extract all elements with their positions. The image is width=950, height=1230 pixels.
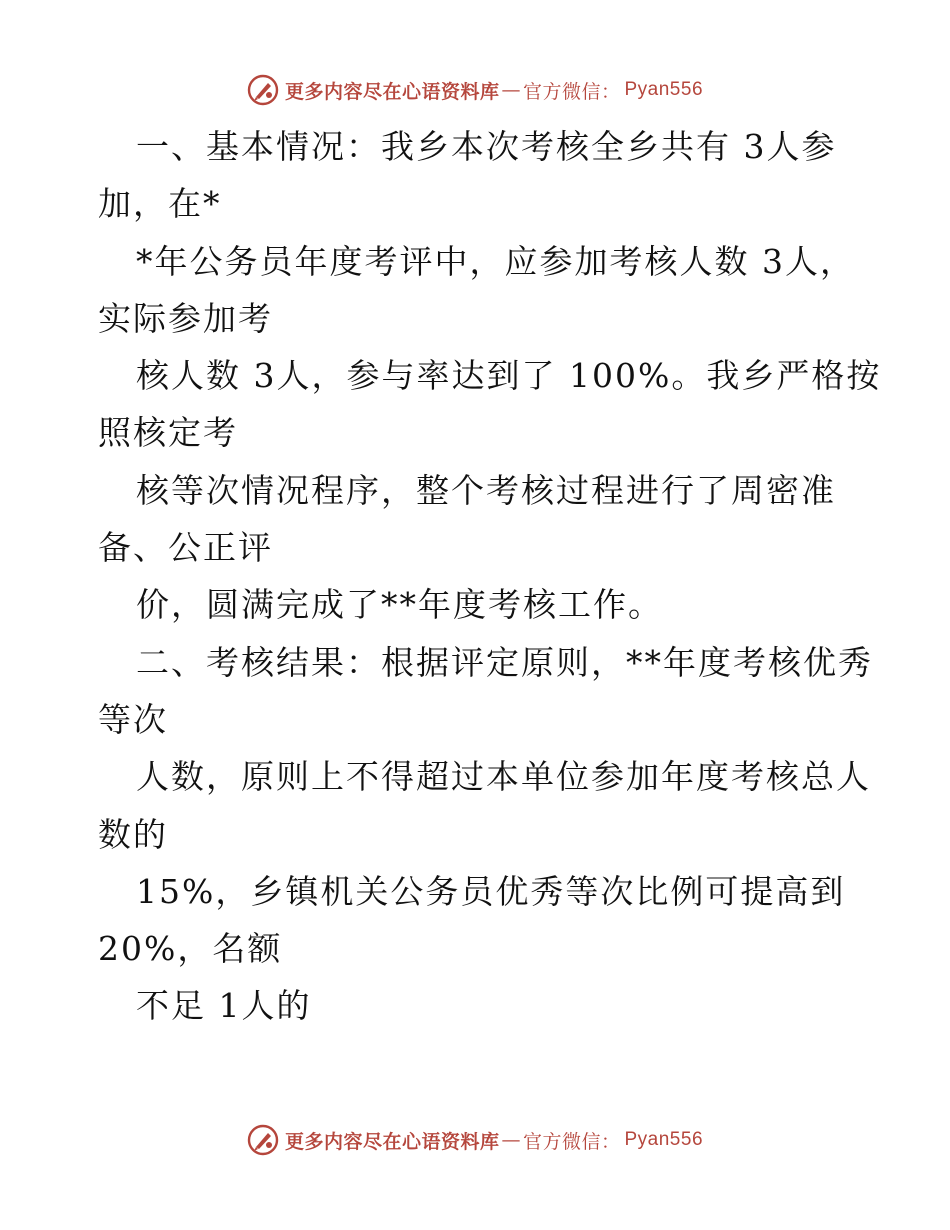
body-line: 二、考核结果：根据评定原则，**年度考核优秀 xyxy=(136,642,873,682)
body-line: 一、基本情况：我乡本次考核全乡共有 3人参 xyxy=(136,127,837,166)
body-line: 20%，名额 xyxy=(98,929,283,969)
header-banner xyxy=(0,70,950,110)
document-body xyxy=(98,118,882,1035)
body-line: 核等次情况程序，整个考核过程进行了周密准 xyxy=(136,470,836,510)
body-line: *年公务员年度考评中，应参加考核人数 3人， xyxy=(136,241,855,281)
body-line: 核人数 3人，参与率达到了 100%。我乡严格按 xyxy=(136,356,882,396)
banner-wechat-label: 官方微信： xyxy=(522,1130,621,1153)
body-line: 加，在* xyxy=(98,184,222,224)
quill-pen-seal-icon xyxy=(247,74,279,106)
banner-wechat-id: Pyan556 xyxy=(624,1129,704,1150)
banner-wechat-label: 官方微信： xyxy=(522,80,621,103)
banner-site-name: 更多内容尽在心语资料库 xyxy=(284,1130,500,1153)
body-line: 等次 xyxy=(98,699,168,739)
banner-wechat-id: Pyan556 xyxy=(624,79,704,100)
footer-banner xyxy=(0,1120,950,1160)
body-line: 价，圆满完成了**年度考核工作。 xyxy=(136,585,663,625)
body-line: 15%，乡镇机关公务员优秀等次比例可提高到 xyxy=(136,871,846,911)
body-line: 备、公正评 xyxy=(98,528,273,568)
quill-pen-seal-icon xyxy=(247,1124,279,1156)
body-line: 数的 xyxy=(98,814,168,854)
body-line: 实际参加考 xyxy=(98,298,273,338)
banner-separator: — xyxy=(501,79,521,101)
body-line: 人数，原则上不得超过本单位参加年度考核总人 xyxy=(136,757,871,797)
body-line: 不足 1人的 xyxy=(136,986,312,1026)
banner-separator: — xyxy=(501,1129,521,1151)
banner-site-name: 更多内容尽在心语资料库 xyxy=(284,80,500,103)
body-line: 照核定考 xyxy=(98,413,238,453)
